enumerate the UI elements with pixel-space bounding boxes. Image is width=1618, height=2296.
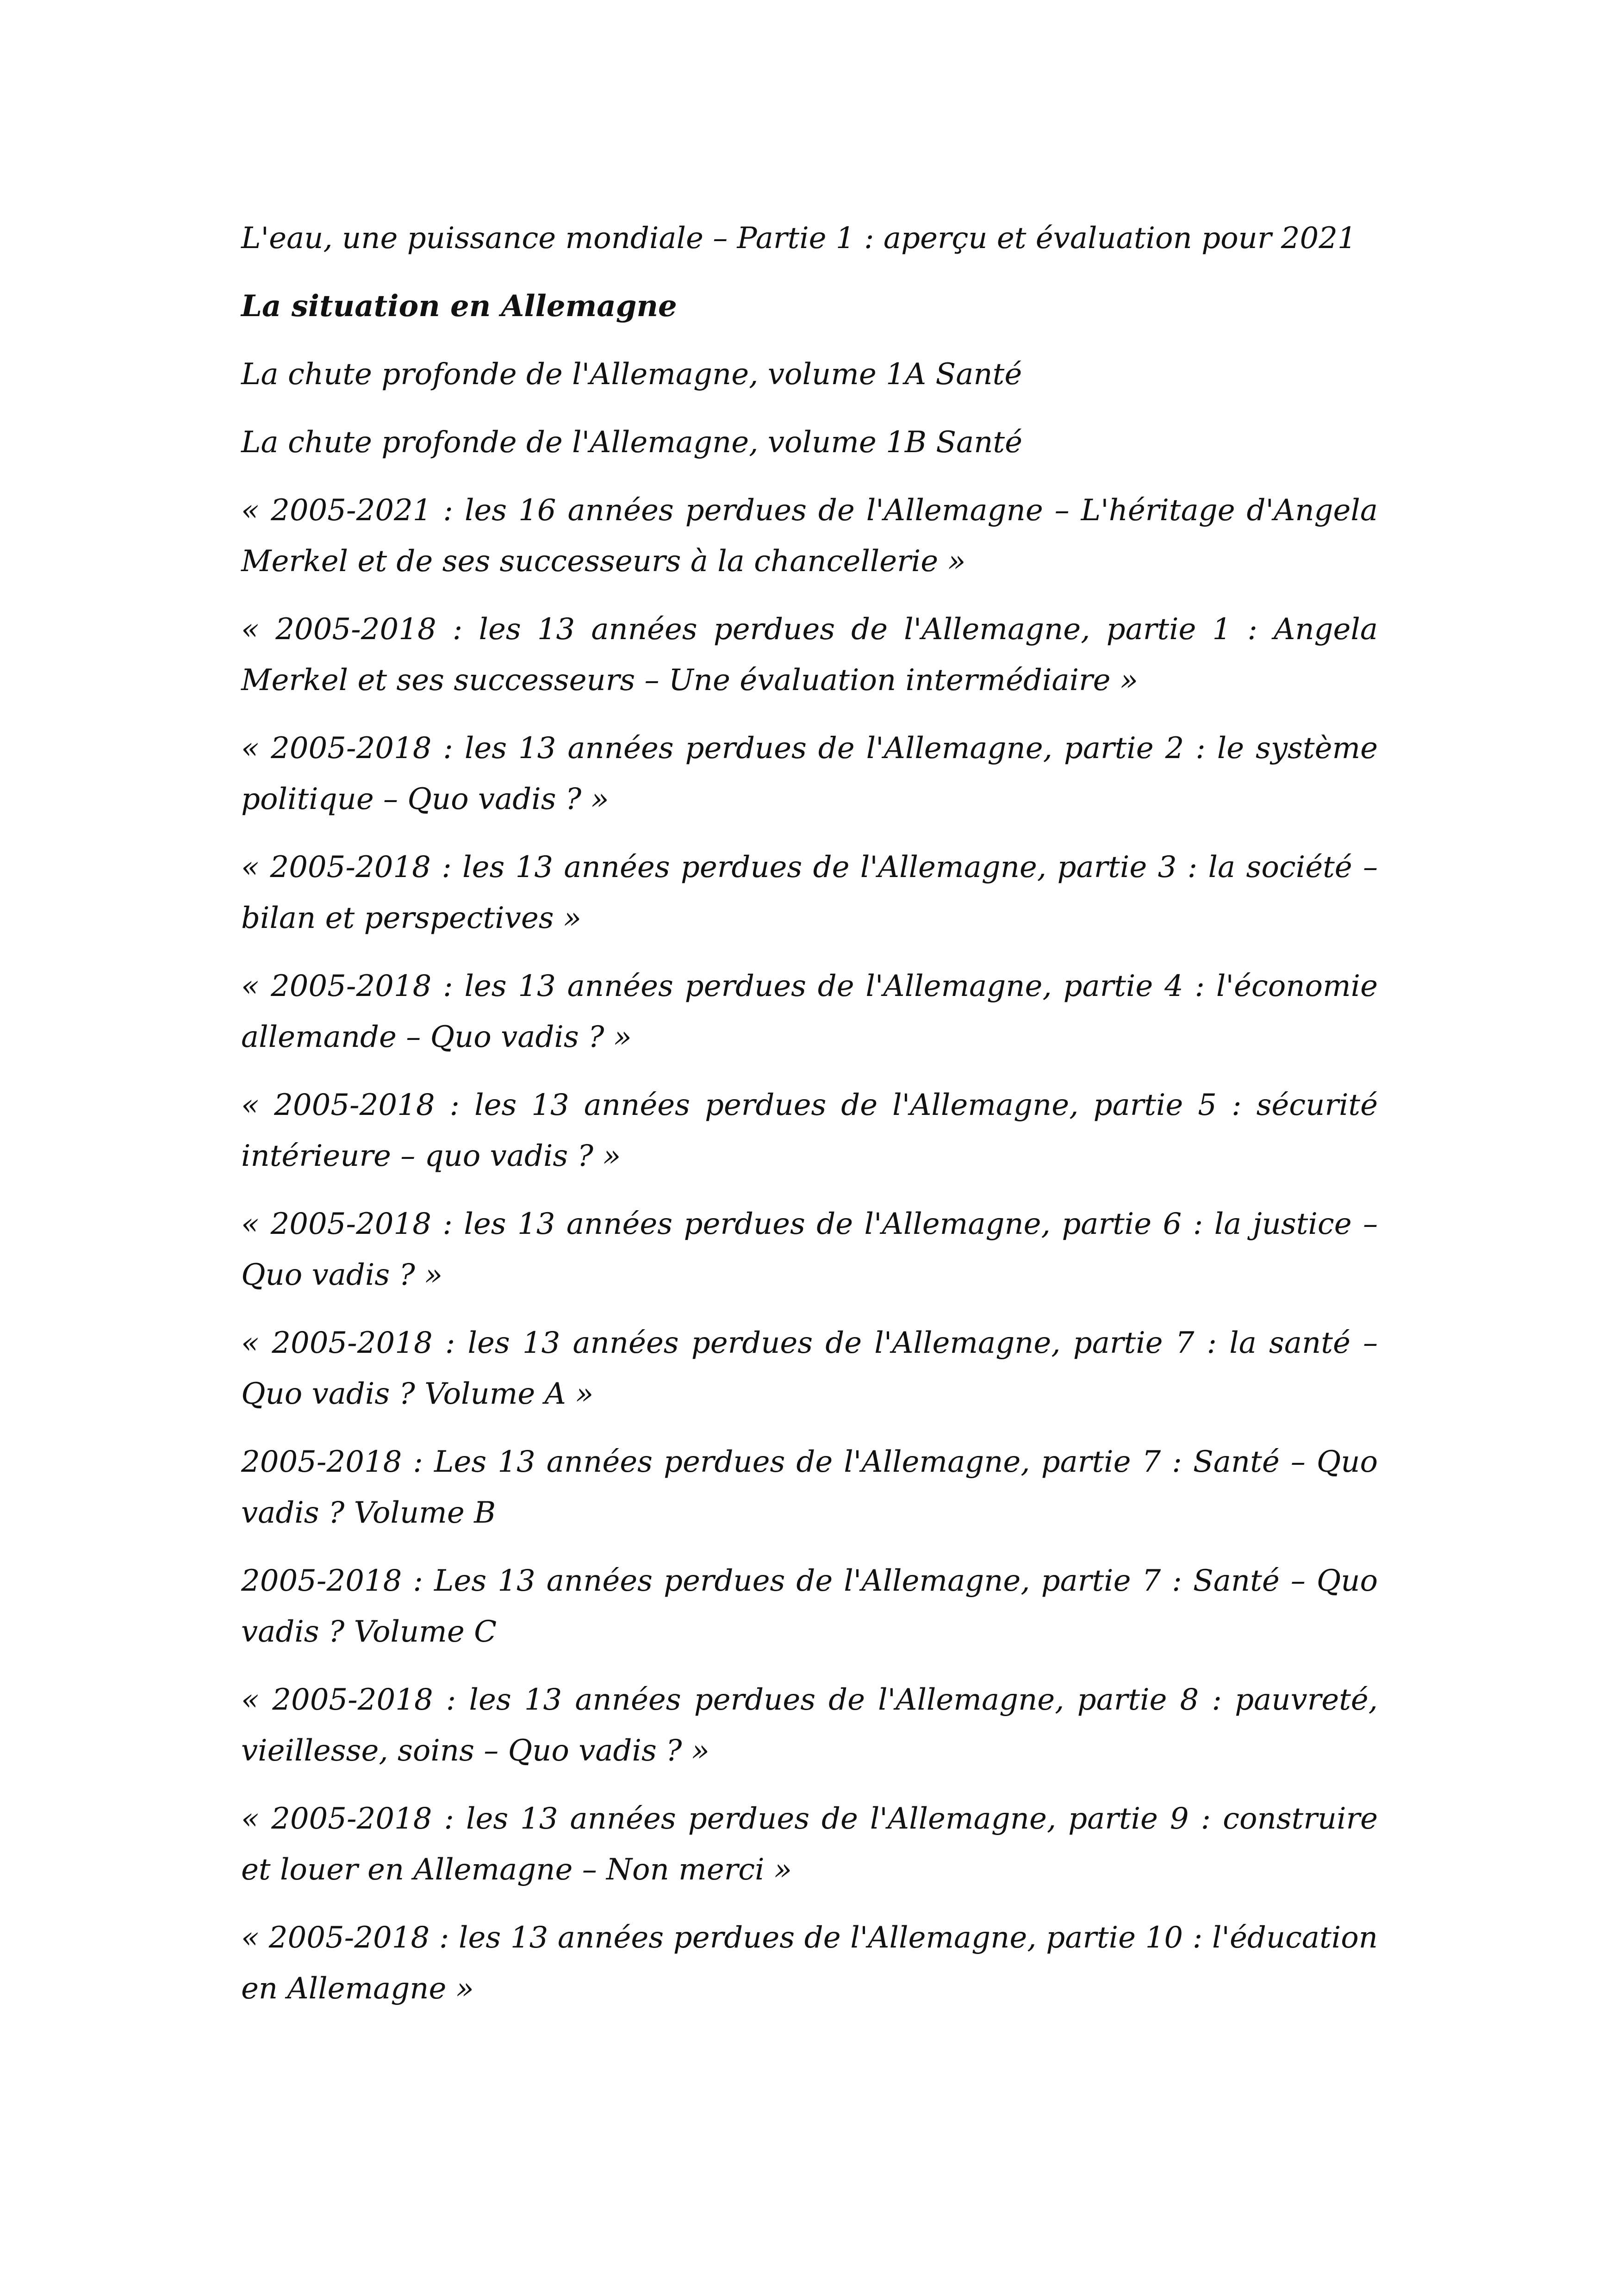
book-title-volume-1b: La chute profonde de l'Allemagne, volume 1B Santé — [241, 425, 1022, 460]
book-title-part-9: « 2005-2018 : les 13 années perdues de l'Allemagne, partie 9 : construire et louer en Allemagne – Non merci » — [241, 1802, 1378, 1887]
book-title-part-3: « 2005-2018 : les 13 années perdues de l'Allemagne, partie 3 : la société – bilan et perspectives » — [241, 850, 1378, 935]
book-title-part-4: « 2005-2018 : les 13 années perdues de l'Allemagne, partie 4 : l'économie allemande – Quo vadis ? » — [241, 969, 1378, 1054]
book-title-part-5: « 2005-2018 : les 13 années perdues de l'Allemagne, partie 5 : sécurité intérieure – quo vadis ? » — [241, 1088, 1378, 1173]
book-title-part-7c: 2005-2018 : Les 13 années perdues de l'Allemagne, partie 7 : Santé – Quo vadis ? Volume C — [241, 1564, 1378, 1649]
section-heading: La situation en Allemagne — [241, 289, 677, 324]
book-title-part-1: « 2005-2018 : les 13 années perdues de l'Allemagne, partie 1 : Angela Merkel et ses successeurs – Une évaluation intermédiaire » — [241, 612, 1378, 697]
document-page — [241, 213, 1378, 2031]
book-title-water-power: L'eau, une puissance mondiale – Partie 1 : aperçu et évaluation pour 2021 — [241, 221, 1357, 255]
book-title-part-2: « 2005-2018 : les 13 années perdues de l'Allemagne, partie 2 : le système politique – Quo vadis ? » — [241, 731, 1378, 816]
book-title-part-8: « 2005-2018 : les 13 années perdues de l'Allemagne, partie 8 : pauvreté, vieillesse, soins – Quo vadis ? » — [241, 1683, 1378, 1768]
book-title-16-years: « 2005-2021 : les 16 années perdues de l'Allemagne – L'héritage d'Angela Merkel et de ses successeurs à la chancellerie » — [241, 493, 1378, 579]
book-title-part-7b: 2005-2018 : Les 13 années perdues de l'Allemagne, partie 7 : Santé – Quo vadis ? Volume B — [241, 1445, 1378, 1530]
book-title-part-7a: « 2005-2018 : les 13 années perdues de l'Allemagne, partie 7 : la santé – Quo vadis ? Volume A » — [241, 1326, 1378, 1411]
book-title-part-6: « 2005-2018 : les 13 années perdues de l'Allemagne, partie 6 : la justice – Quo vadis ? » — [241, 1207, 1378, 1292]
book-title-part-10: « 2005-2018 : les 13 années perdues de l'Allemagne, partie 10 : l'éducation en Allemagne » — [241, 1921, 1378, 2006]
book-title-volume-1a: La chute profonde de l'Allemagne, volume 1A Santé — [241, 357, 1022, 392]
